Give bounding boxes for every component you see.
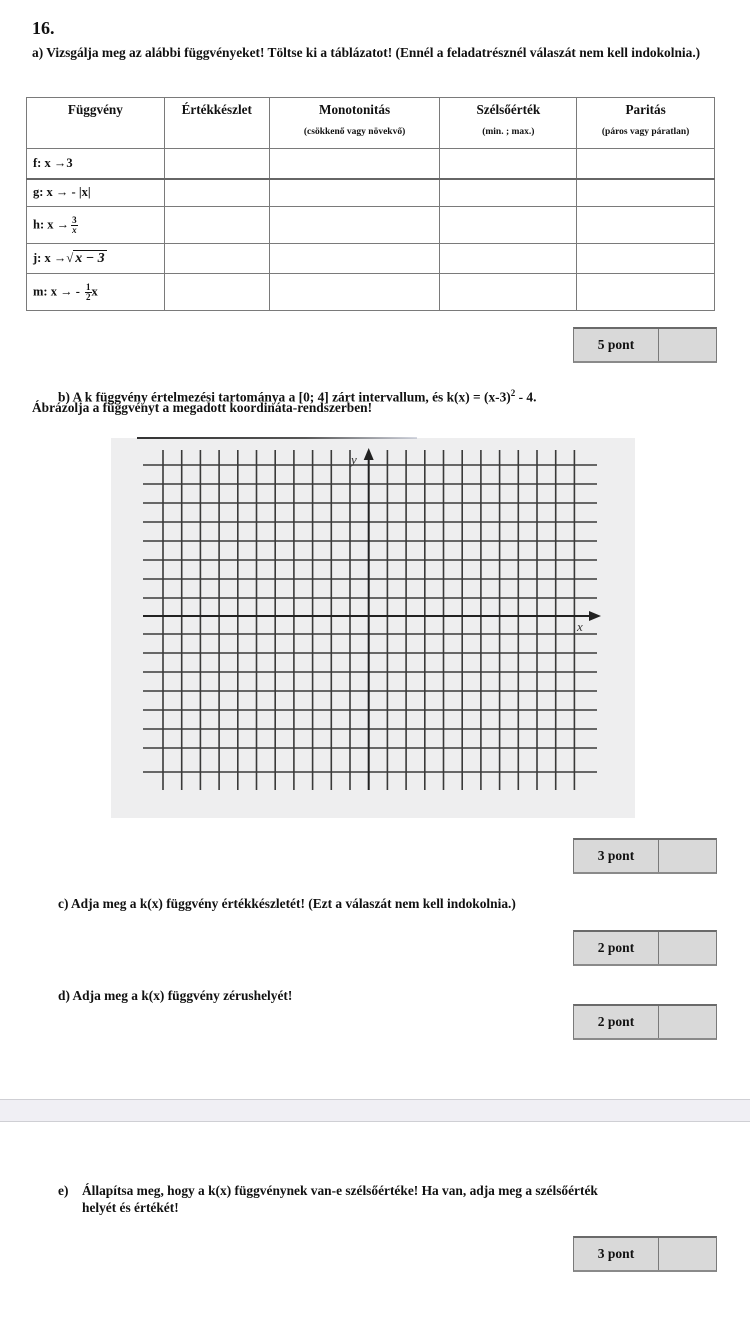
score-field[interactable] bbox=[659, 932, 716, 964]
points-box-d bbox=[573, 1004, 717, 1040]
header-szelsoertek: Szélsőérték (min. ; max.) bbox=[440, 98, 577, 149]
function-g: g: x → - |x| bbox=[27, 179, 165, 207]
function-m: m: x → - $\frac{1}{2}$ x bbox=[27, 274, 165, 311]
score-field[interactable] bbox=[659, 1238, 716, 1270]
score-field[interactable] bbox=[659, 1006, 716, 1038]
part-d-text: d) Adja meg a k(x) függvény zérushelyét! bbox=[58, 988, 293, 1003]
answer-cell[interactable] bbox=[577, 244, 715, 274]
answer-cell[interactable] bbox=[164, 244, 269, 274]
answer-cell[interactable] bbox=[269, 274, 440, 311]
y-axis-arrow-icon bbox=[364, 448, 374, 460]
y-axis-label: y bbox=[351, 452, 357, 467]
function-f: f: x →3 bbox=[27, 149, 165, 179]
answer-cell[interactable] bbox=[440, 179, 577, 207]
table-row bbox=[27, 179, 715, 207]
coordinate-system[interactable] bbox=[111, 438, 635, 818]
header-monotonitas: Monotonitás (csökkenő vagy növekvő) bbox=[269, 98, 440, 149]
points-label: 5 pont bbox=[574, 329, 659, 361]
fraction: $\frac{1}{2}$ bbox=[86, 281, 91, 302]
answer-cell[interactable] bbox=[440, 244, 577, 274]
answer-cell[interactable] bbox=[164, 207, 269, 244]
part-e-line2: helyét és értékét! bbox=[82, 1200, 179, 1215]
points-label: 3 pont bbox=[574, 840, 659, 872]
part-e-label: e) bbox=[58, 1183, 69, 1198]
answer-cell[interactable] bbox=[269, 244, 440, 274]
header-fuggveny: Függvény bbox=[27, 98, 165, 149]
table-row bbox=[27, 274, 715, 311]
fraction: $\frac{3}{x}$ bbox=[72, 214, 77, 235]
page-separator bbox=[0, 1099, 750, 1122]
header-paritas: Paritás (páros vagy páratlan) bbox=[577, 98, 715, 149]
points-label: 2 pont bbox=[574, 1006, 659, 1038]
answer-cell[interactable] bbox=[577, 207, 715, 244]
table-row bbox=[27, 149, 715, 179]
answer-cell[interactable] bbox=[577, 179, 715, 207]
header-ertekkeszlet: Értékkészlet bbox=[164, 98, 269, 149]
points-label: 3 pont bbox=[574, 1238, 659, 1270]
function-table bbox=[26, 97, 715, 311]
part-e-line1: Állapítsa meg, hogy a k(x) függvénynek van-e szélsőértéke! Ha van, adja meg a szélsőérték bbox=[82, 1183, 598, 1198]
question-number: 16. bbox=[32, 18, 55, 38]
points-box-c bbox=[573, 930, 717, 966]
table-row bbox=[27, 207, 715, 244]
table-header-row bbox=[27, 98, 715, 149]
answer-cell[interactable] bbox=[269, 149, 440, 179]
score-field[interactable] bbox=[659, 329, 716, 361]
answer-cell[interactable] bbox=[269, 179, 440, 207]
answer-cell[interactable] bbox=[164, 149, 269, 179]
part-b-line2: Ábrázolja a függvényt a megadott koordináta-rendszerben! bbox=[32, 400, 373, 415]
answer-cell[interactable] bbox=[577, 274, 715, 311]
part-b-line1: b) A k függvény értelmezési tartománya a [0; 4] zárt intervallum, és $k(x) = (x-3)^2 - 4$. bbox=[58, 388, 537, 405]
part-a-instructions: a) Vizsgálja meg az alábbi függvényeket! Töltse ki a táblázatot! (Ennél a feladatrésznél válaszát nem kell indokolnia.) bbox=[32, 45, 701, 60]
answer-cell[interactable] bbox=[164, 274, 269, 311]
part-c-text: c) Adja meg a k(x) függvény értékkészletét! (Ezt a válaszát nem kell indokolnia.) bbox=[58, 896, 516, 911]
x-axis-arrow-icon bbox=[589, 611, 601, 621]
function-h: h: x → $\frac{3}{x}$ bbox=[27, 207, 165, 244]
table-row bbox=[27, 244, 715, 274]
answer-cell[interactable] bbox=[269, 207, 440, 244]
points-box-b bbox=[573, 838, 717, 874]
score-field[interactable] bbox=[659, 840, 716, 872]
square-root: √ x − 3 bbox=[66, 250, 105, 266]
function-j: j: x →√ x − 3 bbox=[27, 244, 165, 274]
answer-cell[interactable] bbox=[440, 149, 577, 179]
points-box-e bbox=[573, 1236, 717, 1272]
answer-cell[interactable] bbox=[577, 149, 715, 179]
grid-horizontal-lines bbox=[143, 465, 597, 772]
answer-cell[interactable] bbox=[440, 274, 577, 311]
points-label: 2 pont bbox=[574, 932, 659, 964]
answer-cell[interactable] bbox=[164, 179, 269, 207]
x-axis-label: x bbox=[577, 619, 583, 634]
answer-cell[interactable] bbox=[440, 207, 577, 244]
points-box-a bbox=[573, 327, 717, 363]
